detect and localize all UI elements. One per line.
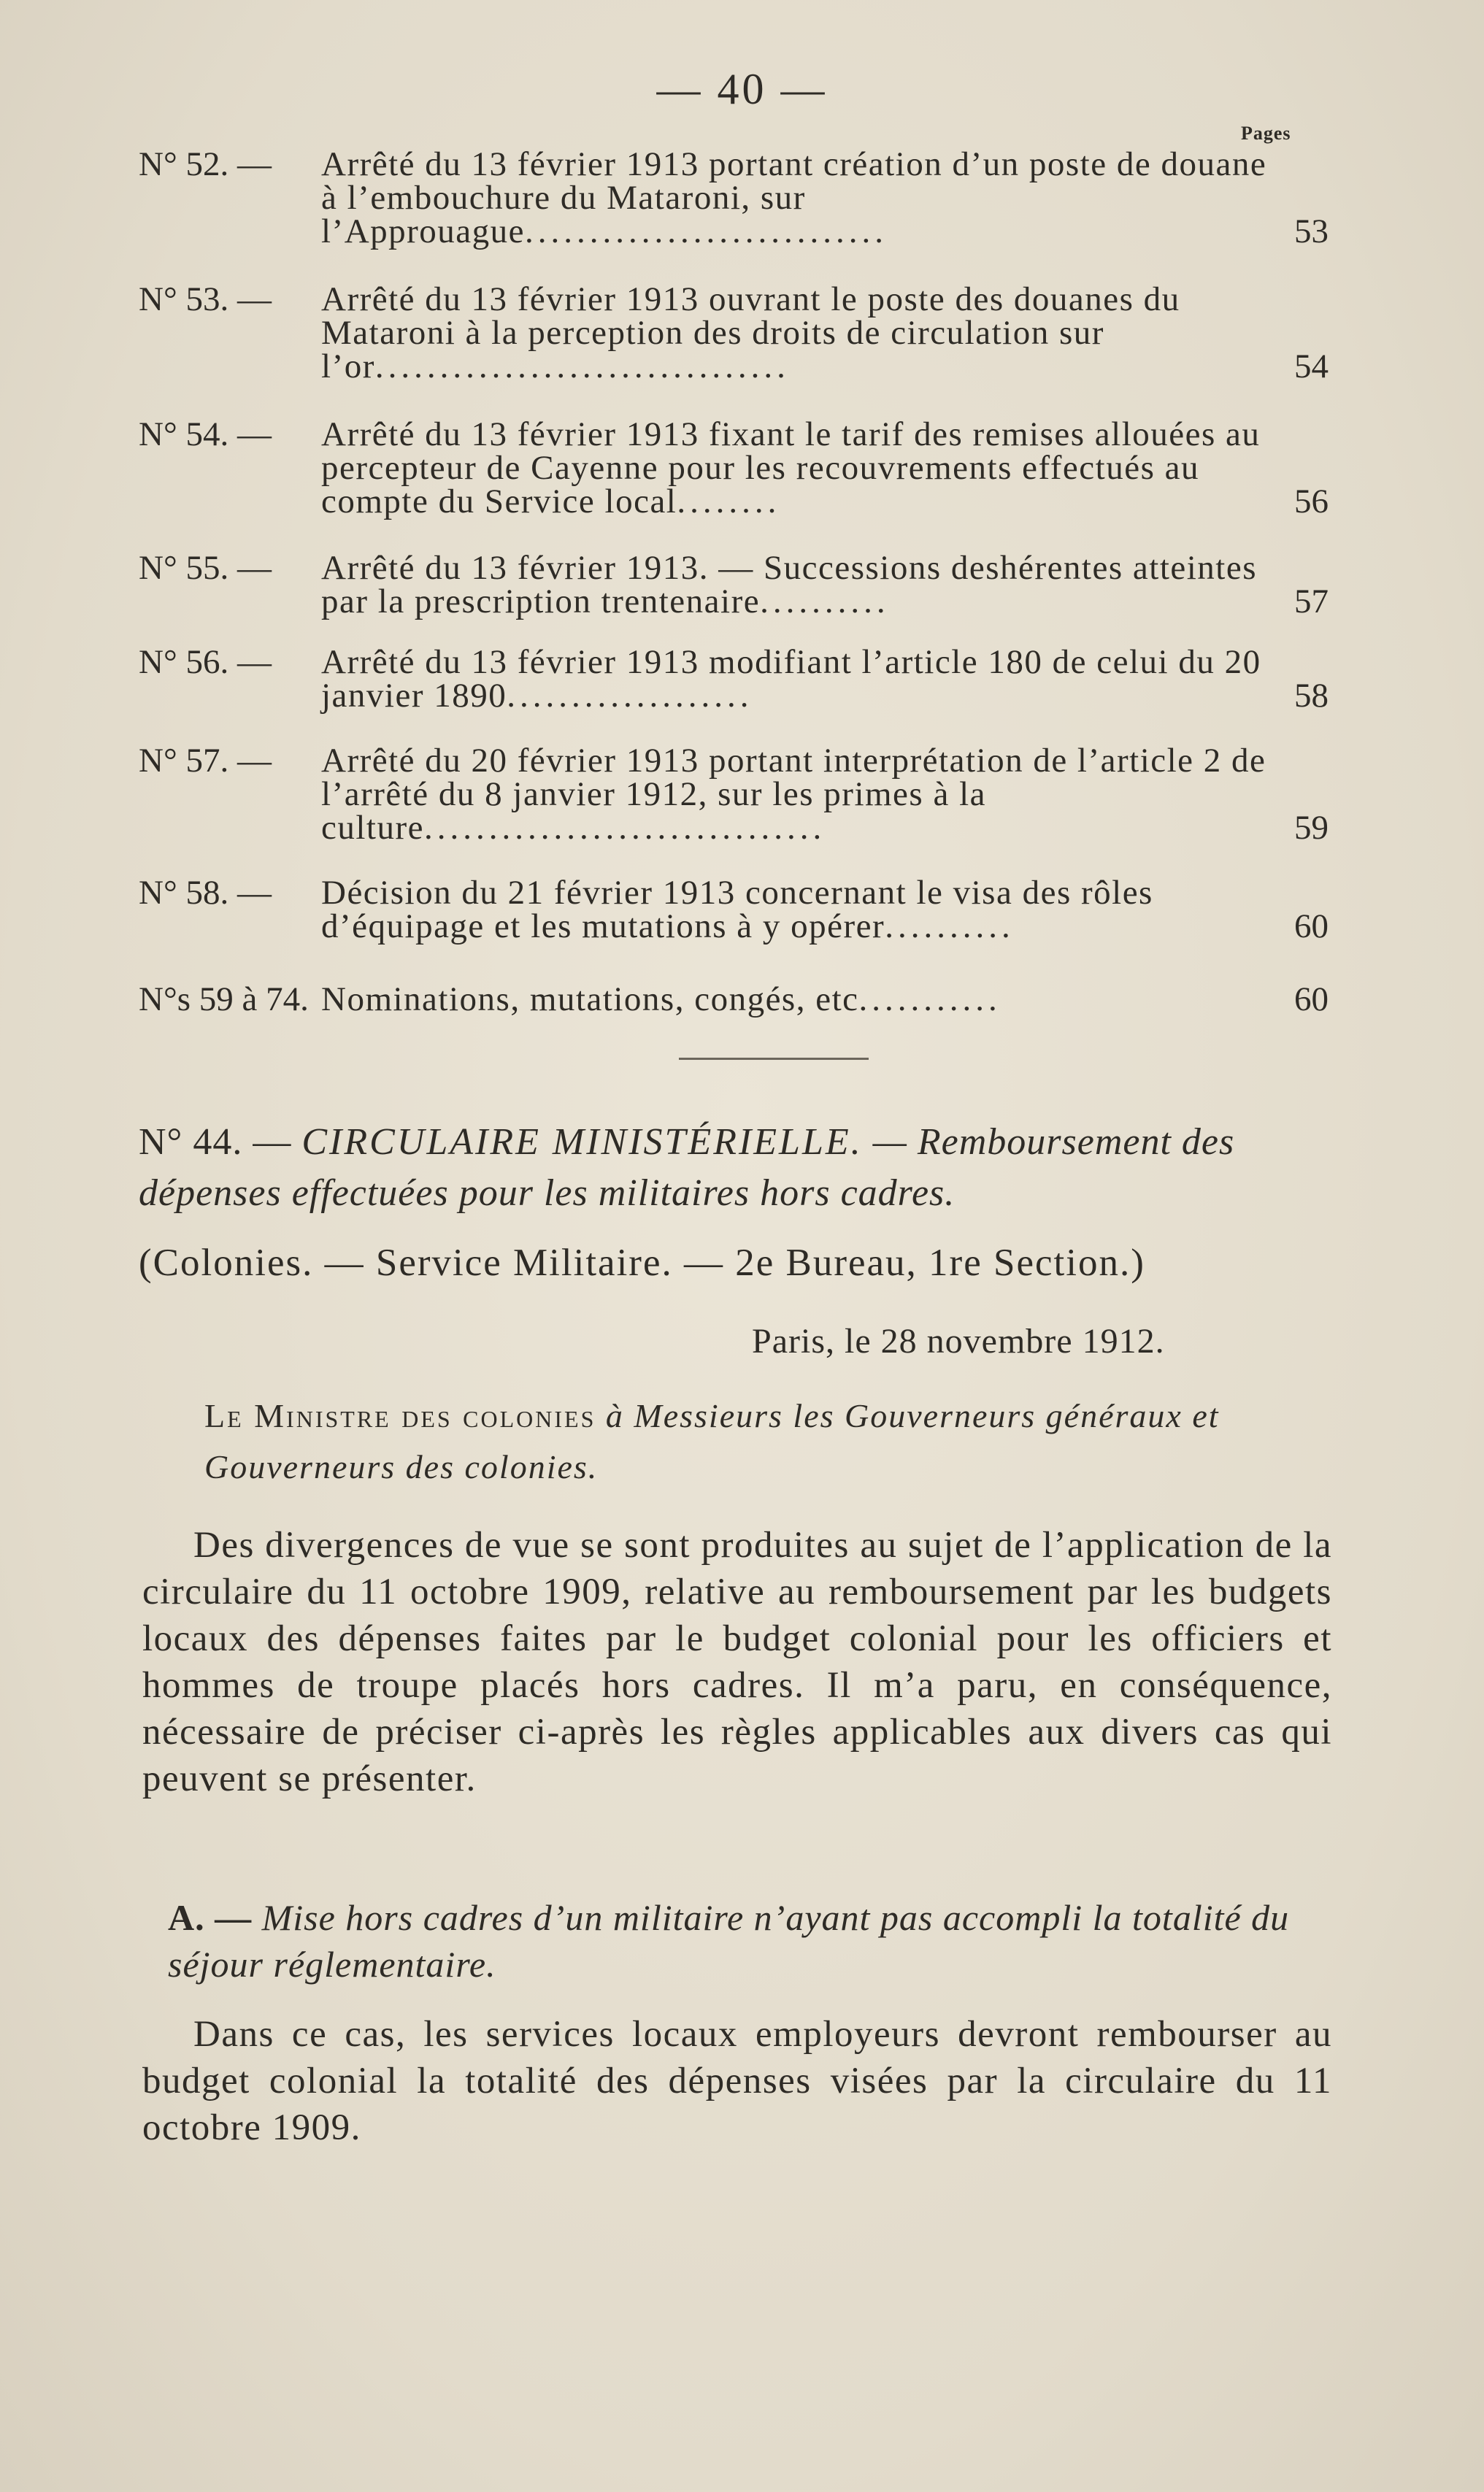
circular-date: Paris, le 28 novembre 1912. — [752, 1322, 1165, 1361]
toc-entry-text: Arrêté du 13 février 1913 portant création d’un poste de douane à l’embouchure du Mataroni, sur l’Approuague — [321, 145, 1267, 250]
toc-entry-text: Arrêté du 20 février 1913 portant interprétation de l’article 2 de l’arrêté du 8 janvier 1912, sur les primes à la culture — [321, 742, 1266, 847]
circular-source: (Colonies. — Service Militaire. — 2e Bureau, 1re Section.) — [139, 1242, 1145, 1284]
toc-entry-number: N° 58. — — [139, 874, 272, 912]
section-letter: A. — — [168, 1897, 253, 1938]
toc-entry-text: Décision du 21 février 1913 concernant le visa des rôles d’équipage et les mutations à y opérer — [321, 874, 1153, 945]
circular-subject: — Remboursement des dépenses effectuées pour les militaires hors cadres. — [139, 1121, 1235, 1214]
circular-kind: CIRCULAIRE MINISTÉRIELLE. — [301, 1121, 863, 1163]
section-divider — [679, 1058, 869, 1060]
toc-entry-page: 60 — [1294, 907, 1329, 945]
salutation-recipients: à Messieurs les Gouverneurs généraux et Gouverneurs des colonies. — [204, 1397, 1220, 1485]
toc-entry-number: N° 52. — — [139, 145, 272, 183]
toc-entry: N° 55. — Arrêté du 13 février 1913. — Successions deshérentes atteintes par la prescription trentenaire.......... 57 — [139, 549, 1329, 620]
toc-entry-page: 59 — [1294, 809, 1329, 847]
circular-number: N° 44. — — [139, 1121, 292, 1163]
toc-entry-number: N° 54. — — [139, 415, 272, 453]
toc-entry-page: 60 — [1294, 980, 1329, 1018]
circular-title — [139, 1117, 1336, 1219]
section-heading — [168, 1894, 1336, 1988]
salutation-sender: Le Ministre des colonies — [204, 1397, 596, 1434]
toc-entry-page: 54 — [1294, 347, 1329, 385]
toc-entry-number: N° 55. — — [139, 549, 272, 587]
toc-entry: N° 54. — Arrêté du 13 février 1913 fixant le tarif des remises allouées au percepteur de Cayenne pour les recouvrements effectués au compte du Service local........ 56 — [139, 415, 1329, 520]
toc-entry-text: Nominations, mutations, congés, etc — [321, 980, 859, 1018]
body-paragraph: Dans ce cas, les services locaux employeurs devront rembourser au budget colonial la totalité des dépenses visées par la circulaire du 11 octobre 1909. — [142, 2014, 1332, 2148]
toc-entry: N° 56. — Arrêté du 13 février 1913 modifiant l’article 180 de celui du 20 janvier 1890................... 58 — [139, 643, 1329, 715]
salutation — [204, 1391, 1270, 1493]
page-number: — 40 — — [656, 65, 828, 113]
toc-entry-page: 57 — [1294, 582, 1329, 620]
toc-entry-text: Arrêté du 13 février 1913 ouvrant le poste des douanes du Mataroni à la perception des droits de circulation sur l’or — [321, 280, 1180, 385]
toc-entry-page: 56 — [1294, 482, 1329, 520]
toc-entry: N° 58. — Décision du 21 février 1913 concernant le visa des rôles d’équipage et les mutations à y opérer.......... 60 — [139, 874, 1329, 945]
toc-entry: N° 53. — Arrêté du 13 février 1913 ouvrant le poste des douanes du Mataroni à la perception des droits de circulation sur l’or................................ 54 — [139, 280, 1329, 385]
section-title: Mise hors cadres d’un militaire n’ayant pas accompli la totalité du séjour réglementaire. — [168, 1897, 1290, 1985]
toc-entry-page: 58 — [1294, 677, 1329, 715]
toc-entry: N° 57. — Arrêté du 20 février 1913 portant interprétation de l’article 2 de l’arrêté du 8 janvier 1912, sur les primes à la culture............................... 59 — [139, 742, 1329, 847]
toc-entry-number: N° 56. — — [139, 643, 272, 681]
toc-entry-text: Arrêté du 13 février 1913 modifiant l’article 180 de celui du 20 janvier 1890 — [321, 643, 1261, 715]
toc-entry-number: N°s 59 à 74. — [139, 980, 309, 1018]
toc-entry-number: N° 57. — — [139, 742, 272, 780]
pages-column-label: Pages — [1241, 123, 1291, 144]
toc-entry-text: Arrêté du 13 février 1913. — Successions deshérentes atteintes par la prescription trentenaire — [321, 549, 1257, 620]
toc-entry-page: 53 — [1294, 212, 1329, 250]
toc-entry-number: N° 53. — — [139, 280, 272, 318]
toc-entry-text: Arrêté du 13 février 1913 fixant le tarif des remises allouées au percepteur de Cayenne pour les recouvrements effectués au compte du Service local — [321, 415, 1261, 520]
body-paragraph: Des divergences de vue se sont produites au sujet de l’application de la circulaire du 11 octobre 1909, relative au remboursement par les budgets locaux des dépenses faites par le budget colonial pour les officiers et hommes de troupe placés hors cadres. Il m’a paru, en conséquence, nécessaire de préciser ci-après les règles applicables aux divers cas qui peuvent se présenter. — [142, 1525, 1332, 1799]
toc-entry: N°s 59 à 74. Nominations, mutations, congés, etc........... 60 — [139, 980, 1329, 1018]
toc-entry: N° 52. — Arrêté du 13 février 1913 portant création d’un poste de douane à l’embouchure du Mataroni, sur l’Approuague............................ 53 — [139, 145, 1329, 250]
